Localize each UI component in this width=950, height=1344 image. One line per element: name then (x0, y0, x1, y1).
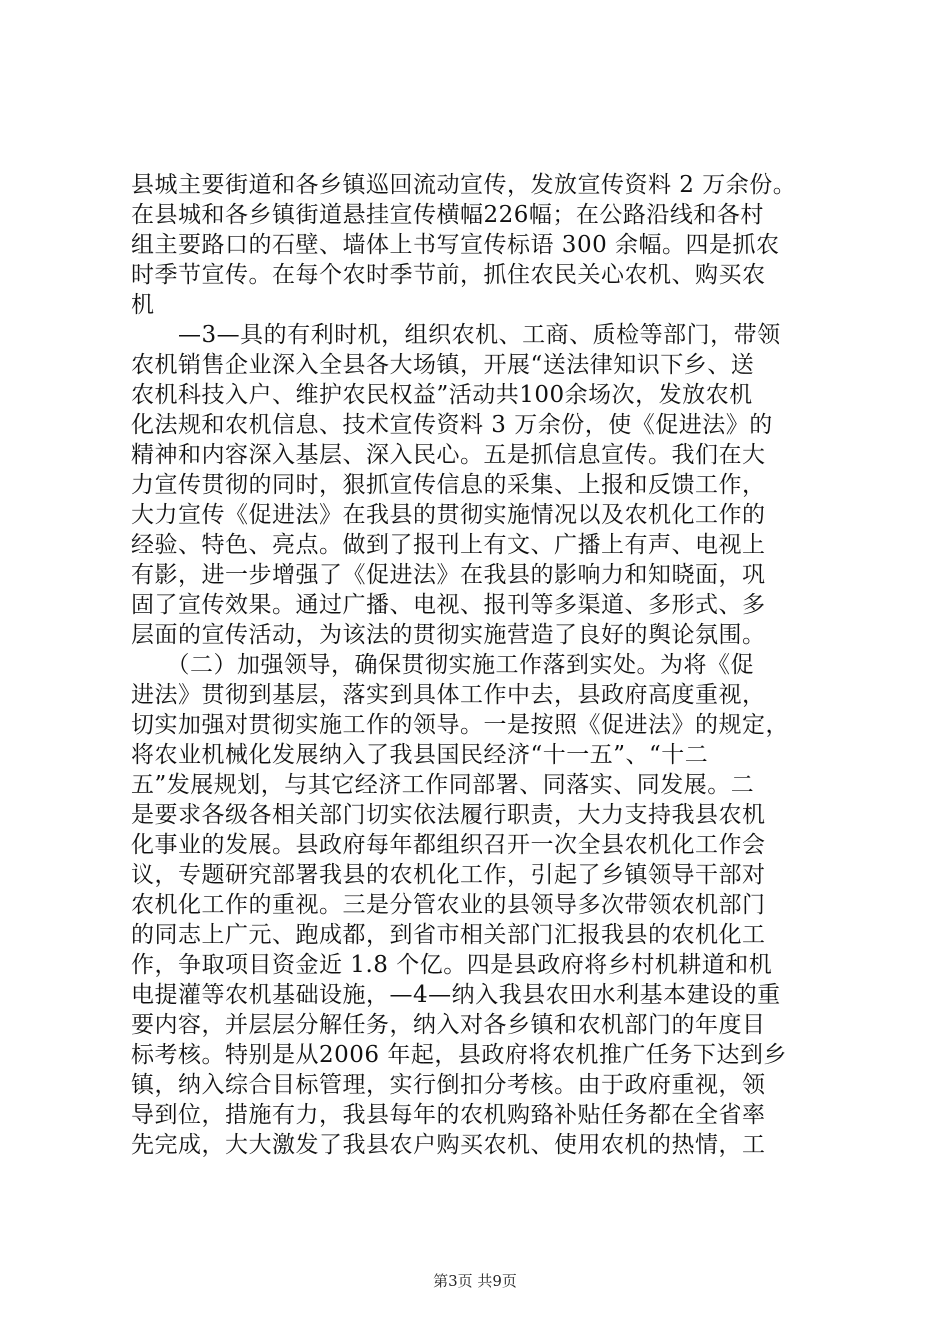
text-line: 有影，进一步增强了《促进法》在我县的影响力和知晓面，巩 (131, 562, 766, 588)
text-line: 作，争取项目资金近 1.8 个亿。四是县政府将乡村机耕道和机 (131, 952, 773, 978)
text-line: 农机化工作的重视。三是分管农业的县领导多次带领农机部门 (131, 892, 766, 918)
text-line: 农机销售企业深入全县各大场镇，开展“送法律知识下乡、送 (131, 352, 755, 378)
page-number-footer: 第3页 共9页 (433, 1272, 517, 1290)
text-line: 大力宣传《促进法》在我县的贯彻实施情况以及农机化工作的 (131, 502, 766, 528)
text-line: 固了宣传效果。通过广播、电视、报刊等多渠道、多形式、多 (131, 592, 766, 618)
text-line: 时季节宣传。在每个农时季节前，抓住农民关心农机、购买农 (131, 262, 766, 288)
text-line: 力宣传贯彻的同时，狠抓宣传信息的采集、上报和反馈工作， (131, 472, 766, 498)
text-line: 先完成，大大激发了我县农户购买农机、使用农机的热情，工 (131, 1132, 766, 1158)
text-line: 要内容，并层层分解任务，纳入对各乡镇和农机部门的年度目 (131, 1012, 766, 1038)
text-line: 精神和内容深入基层、深入民心。五是抓信息宣传。我们在大 (131, 442, 766, 468)
document-body (131, 170, 831, 1160)
text-line: 切实加强对贯彻实施工作的领导。一是按照《促进法》的规定， (131, 712, 789, 738)
text-line: （二）加强领导，确保贯彻实施工作落到实处。为将《促 (131, 652, 754, 678)
text-line: 将农业机械化发展纳入了我县国民经济“十一五”、“十二 (131, 742, 709, 768)
text-line: 电提灌等农机基础设施，—4—纳入我县农田水利基本建设的重 (131, 982, 781, 1008)
text-line: 经验、特色、亮点。做到了报刊上有文、广播上有声、电视上 (131, 532, 766, 558)
text-line: 五”发展规划，与其它经济工作同部署、同落实、同发展。二 (131, 772, 755, 798)
text-line: 层面的宣传活动，为该法的贯彻实施营造了良好的舆论氛围。 (131, 622, 766, 648)
text-line: 农机科技入户、维护农民权益”活动共100余场次，发放农机 (131, 382, 753, 408)
text-line: 议，专题研究部署我县的农机化工作，引起了乡镇领导干部对 (131, 862, 766, 888)
text-line: 导到位，措施有力，我县每年的农机购臵补贴任务都在全省率 (131, 1102, 766, 1128)
text-line: 化事业的发展。县政府每年都组织召开一次全县农机化工作会 (131, 832, 766, 858)
text-line: 组主要路口的石壁、墙体上书写宣传标语 300 余幅。四是抓农 (131, 232, 780, 258)
text-line: 是要求各级各相关部门切实依法履行职责，大力支持我县农机 (131, 802, 766, 828)
text-line: —3—具的有利时机，组织农机、工商、质检等部门，带领 (131, 322, 781, 348)
text-line: 县城主要街道和各乡镇巡回流动宣传，发放宣传资料 2 万余份。 (131, 172, 797, 198)
text-line: 进法》贯彻到基层，落实到具体工作中去，县政府高度重视， (131, 682, 766, 708)
text-line: 的同志上广元、跑成都，到省市相关部门汇报我县的农机化工 (131, 922, 766, 948)
text-line: 标考核。特别是从2006 年起，县政府将农机推广任务下达到乡 (131, 1042, 787, 1068)
text-line: 化法规和农机信息、技术宣传资料 3 万余份，使《促进法》的 (131, 412, 773, 438)
text-line: 机 (131, 292, 155, 318)
text-line: 在县城和各乡镇街道悬挂宣传横幅226幅；在公路沿线和各村 (131, 202, 764, 228)
text-line: 镇，纳入综合目标管理，实行倒扣分考核。由于政府重视，领 (131, 1072, 766, 1098)
